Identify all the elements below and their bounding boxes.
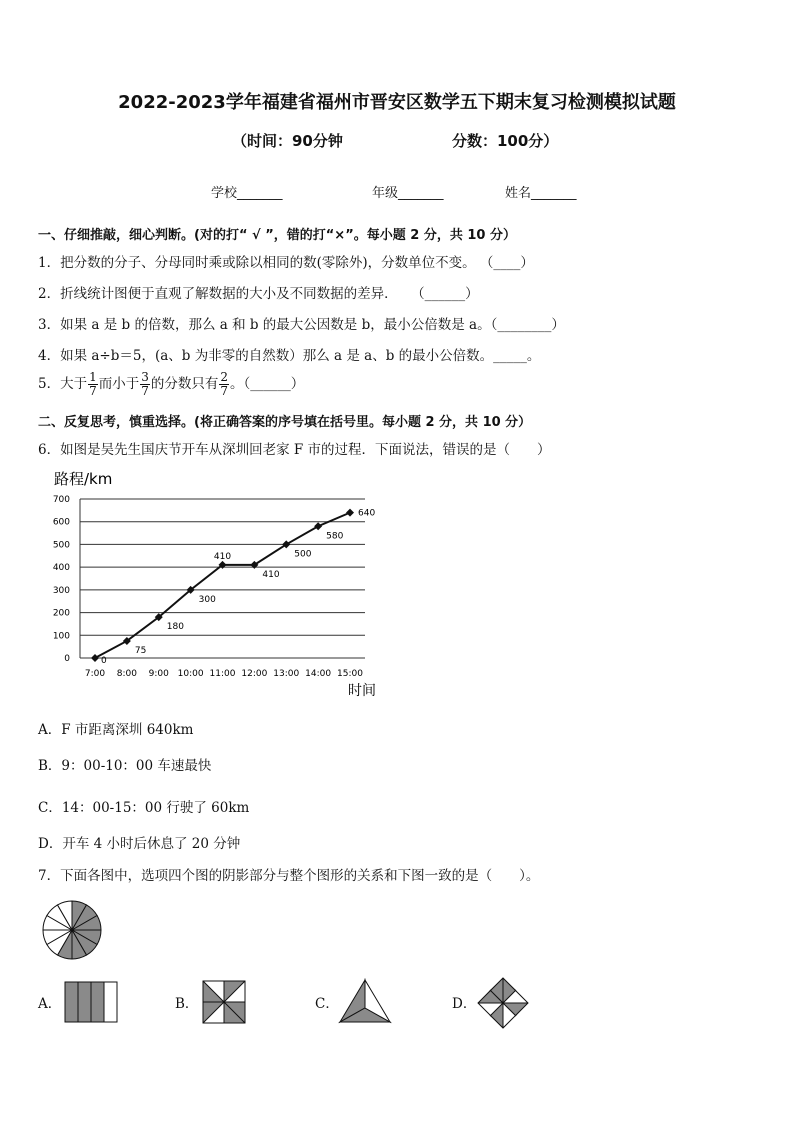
- page-title: 2022-2023学年福建省福州市晋安区数学五下期末复习检测模拟试题: [118, 92, 676, 113]
- option-7c-label: C．: [315, 996, 339, 1012]
- y-tick-label: 400: [52, 563, 70, 574]
- section1-heading: 一、仔细推敲，细心判断。(对的打“ √ ”，错的打“×”。每小题 2 分，共 10 分）: [38, 228, 516, 243]
- x-tick-label: 15:00: [337, 669, 363, 679]
- y-tick-label: 600: [52, 517, 70, 528]
- y-tick-label: 100: [52, 631, 70, 642]
- chart-ylabel: 路程/km: [54, 470, 113, 488]
- question-3: 3．如果 a 是 b 的倍数，那么 a 和 b 的最大公因数是 b，最小公倍数是 a。（________）: [38, 317, 565, 333]
- option-6a: A．F 市距离深圳 640km: [38, 722, 194, 738]
- data-label: 0: [101, 656, 107, 666]
- x-tick-label: 9:00: [148, 669, 169, 679]
- y-tick-label: 300: [52, 585, 70, 596]
- question-7: 7．下面各图中，选项四个图的阴影部分与整个图形的关系和下图一致的是（ ）。: [38, 868, 540, 884]
- option-6d: D．开车 4 小时后休息了 20 分钟: [38, 836, 241, 852]
- data-point: [314, 522, 322, 530]
- school-field: 学校_______: [211, 186, 283, 201]
- question-1: 1．把分数的分子、分母同时乘或除以相同的数(零除外)，分数单位不变。 （____）: [38, 255, 534, 271]
- option-6b: B．9：00-10：00 车速最快: [38, 758, 212, 774]
- section2-heading: 二、反复思考，慎重选择。(将正确答案的序号填在括号里。每小题 2 分，共 10 分）: [38, 415, 532, 430]
- fraction-1-7: $\frac{1}{7}$: [89, 370, 97, 398]
- data-label: 75: [134, 645, 147, 656]
- x-tick-label: 8:00: [116, 669, 137, 679]
- y-tick-label: 0: [64, 654, 70, 664]
- question-6: 6．如图是吴先生国庆节开车从深圳回老家 F 市的过程．下面说法，错误的是（ ）: [38, 442, 551, 458]
- y-tick-label: 500: [52, 540, 70, 551]
- option-7c-figure: [338, 978, 392, 1024]
- question-2: 2．折线统计图便于直观了解数据的大小及不同数据的差异． （______）: [38, 286, 479, 302]
- reference-circle-figure: [40, 898, 104, 962]
- x-tick-label: 12:00: [241, 669, 268, 679]
- fraction-3-7: $\frac{3}{7}$: [141, 370, 149, 398]
- option-7b-figure: [202, 980, 248, 1026]
- exam-time: （时间：90分钟: [232, 132, 343, 150]
- exam-score: 分数：100分）: [452, 132, 559, 150]
- x-tick-label: 10:00: [177, 669, 204, 679]
- data-point: [346, 509, 354, 517]
- option-7a-label: A．: [38, 996, 62, 1012]
- data-point: [91, 654, 99, 662]
- x-tick-label: 13:00: [273, 669, 300, 679]
- data-label: 180: [166, 622, 184, 633]
- option-7b-label: B．: [175, 996, 199, 1012]
- name-field: 姓名_______: [505, 186, 577, 201]
- question-5: 5．大于 $\frac{1}{7}$ 而小于 $\frac{3}{7}$ 的分数只有 $\frac{2}{7}$ 。（______）: [38, 370, 305, 398]
- option-7a-figure: [64, 981, 120, 1023]
- option-7d-label: D．: [452, 996, 477, 1012]
- data-label: 580: [326, 531, 344, 542]
- option-7d-figure: [476, 976, 530, 1030]
- y-tick-label: 700: [52, 495, 70, 505]
- series-line: [95, 513, 350, 658]
- x-tick-label: 7:00: [84, 669, 106, 679]
- distance-time-chart: [40, 462, 400, 707]
- data-label: 300: [198, 594, 216, 605]
- x-tick-label: 11:00: [209, 669, 236, 679]
- option-6c: C．14：00-15：00 行驶了 60km: [38, 800, 250, 816]
- data-label: 410: [213, 551, 232, 562]
- grade-field: 年级_______: [372, 186, 444, 201]
- data-label: 410: [262, 569, 280, 580]
- x-tick-label: 14:00: [305, 669, 332, 679]
- question-4: 4．如果 a÷b＝5，(a、b 为非零的自然数）那么 a 是 a、b 的最小公倍数。_____。: [38, 348, 541, 364]
- data-label: 640: [358, 508, 376, 519]
- y-tick-label: 200: [52, 608, 70, 619]
- data-label: 500: [294, 549, 312, 560]
- chart-xlabel: 时间: [348, 683, 376, 699]
- fraction-2-7: $\frac{2}{7}$: [220, 370, 229, 398]
